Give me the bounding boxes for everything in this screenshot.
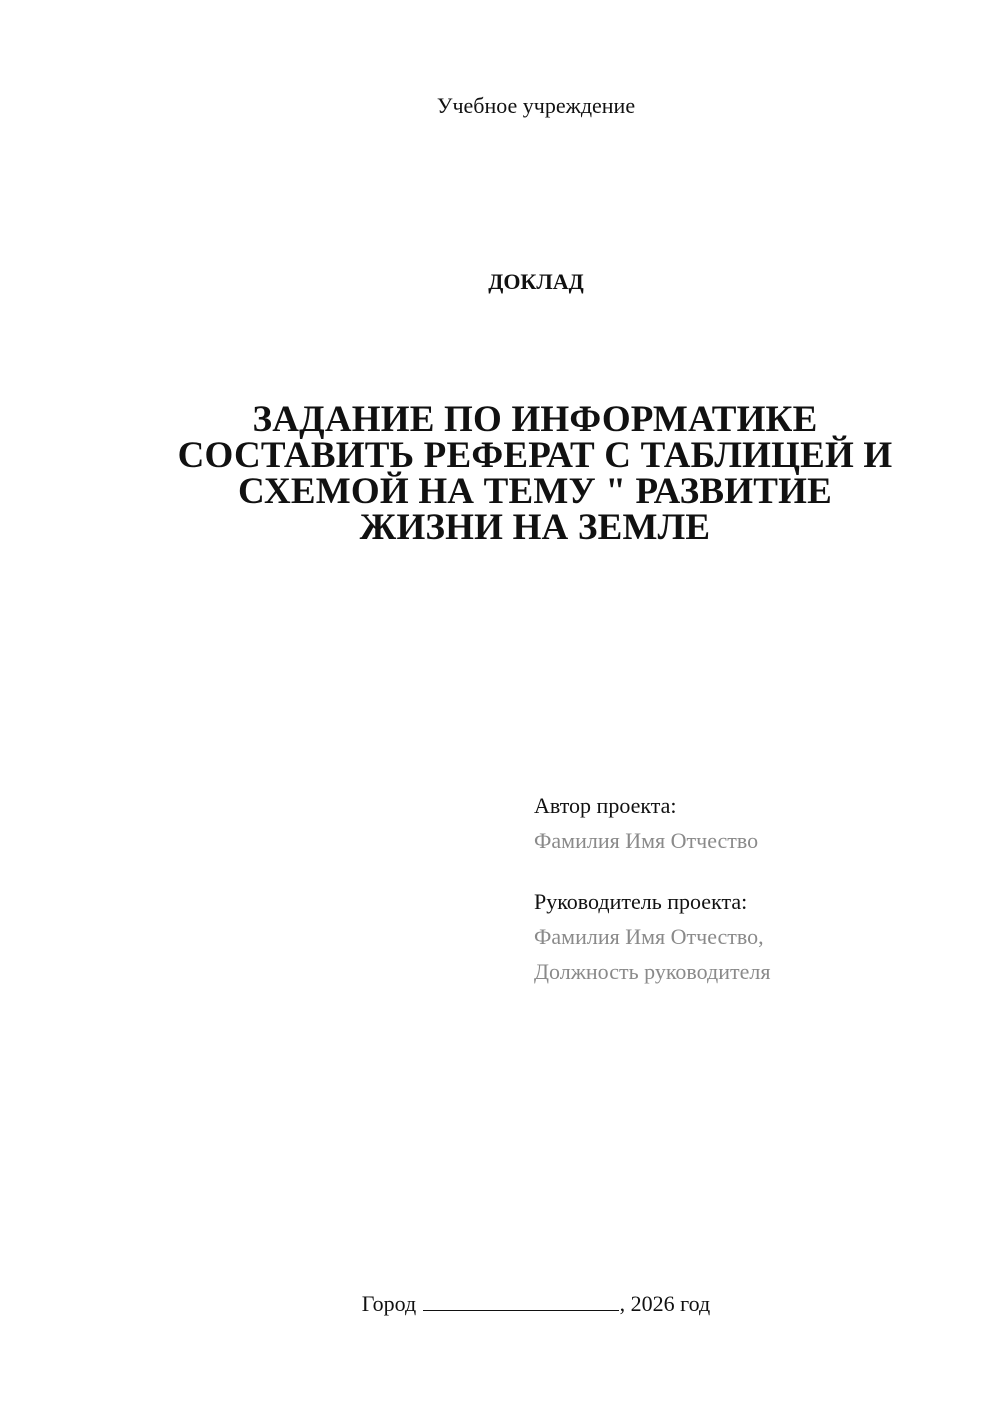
supervisor-label: Руководитель проекта:	[534, 889, 748, 914]
credits-block	[534, 788, 974, 989]
city-label: Город	[361, 1291, 417, 1316]
supervisor-name: Фамилия Имя Отчество,	[534, 924, 764, 949]
year-text: , 2026 год	[619, 1291, 711, 1316]
credits-spacer	[534, 858, 974, 884]
author-name: Фамилия Имя Отчество	[534, 828, 759, 853]
title-line-1: ЗАДАНИЕ ПО ИНФОРМАТИКЕ	[252, 399, 818, 440]
supervisor-position: Должность руководителя	[534, 959, 771, 984]
title-line-2: СОСТАВИТЬ РЕФЕРАТ С ТАБЛИЦЕЙ И	[177, 435, 893, 476]
author-label: Автор проекта:	[534, 793, 677, 818]
footer-city-year	[0, 1290, 1000, 1318]
title-line-4: ЖИЗНИ НА ЗЕМЛЕ	[359, 507, 711, 548]
title-line-3: СХЕМОЙ НА ТЕМУ " РАЗВИТИЕ	[238, 471, 832, 512]
document-type: ДОКЛАД	[488, 269, 584, 294]
document-title	[120, 399, 950, 548]
city-blank-line	[423, 1290, 619, 1311]
institution-name: Учебное учреждение	[436, 93, 636, 118]
